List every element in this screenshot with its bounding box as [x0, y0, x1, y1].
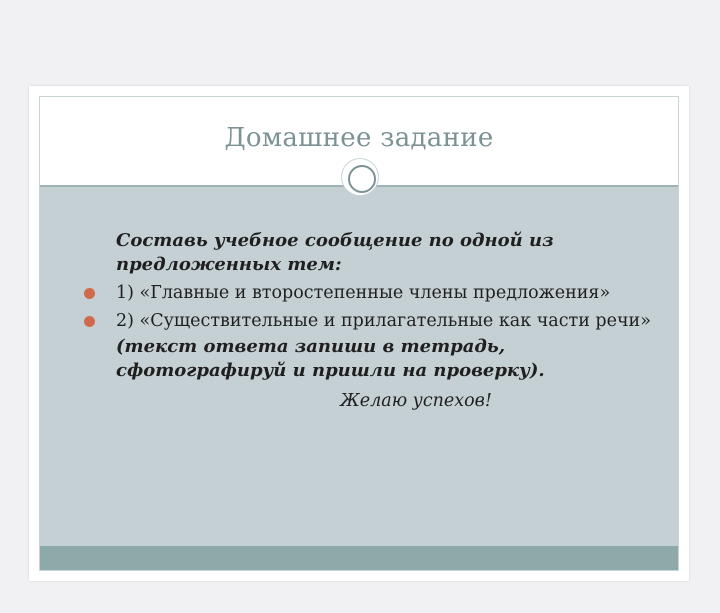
slide-title: Домашнее задание [224, 123, 494, 153]
list-item [116, 281, 656, 305]
circle-ring-icon [342, 159, 378, 195]
bullet-dot-icon [84, 316, 95, 327]
bullet-dot-icon [84, 288, 95, 299]
slide [39, 96, 679, 571]
closing-wish: Желаю успехов! [340, 391, 492, 411]
list-item [116, 309, 656, 333]
ornament-ring [348, 165, 376, 193]
text-block [116, 229, 656, 413]
content-area [40, 187, 678, 547]
list-item-text: 2) «Существительные и прилагательные как части речи» [116, 311, 651, 331]
slide-frame [29, 86, 689, 581]
assignment-heading: Составь учебное сообщение по одной из предложенных тем: [116, 230, 554, 275]
instruction-note: (текст ответа запиши в тетрадь, сфотографируй и пришли на проверку). [116, 336, 545, 381]
list-item-text: 1) «Главные и второстепенные члены предложения» [116, 283, 611, 303]
footer-bar [40, 546, 678, 570]
